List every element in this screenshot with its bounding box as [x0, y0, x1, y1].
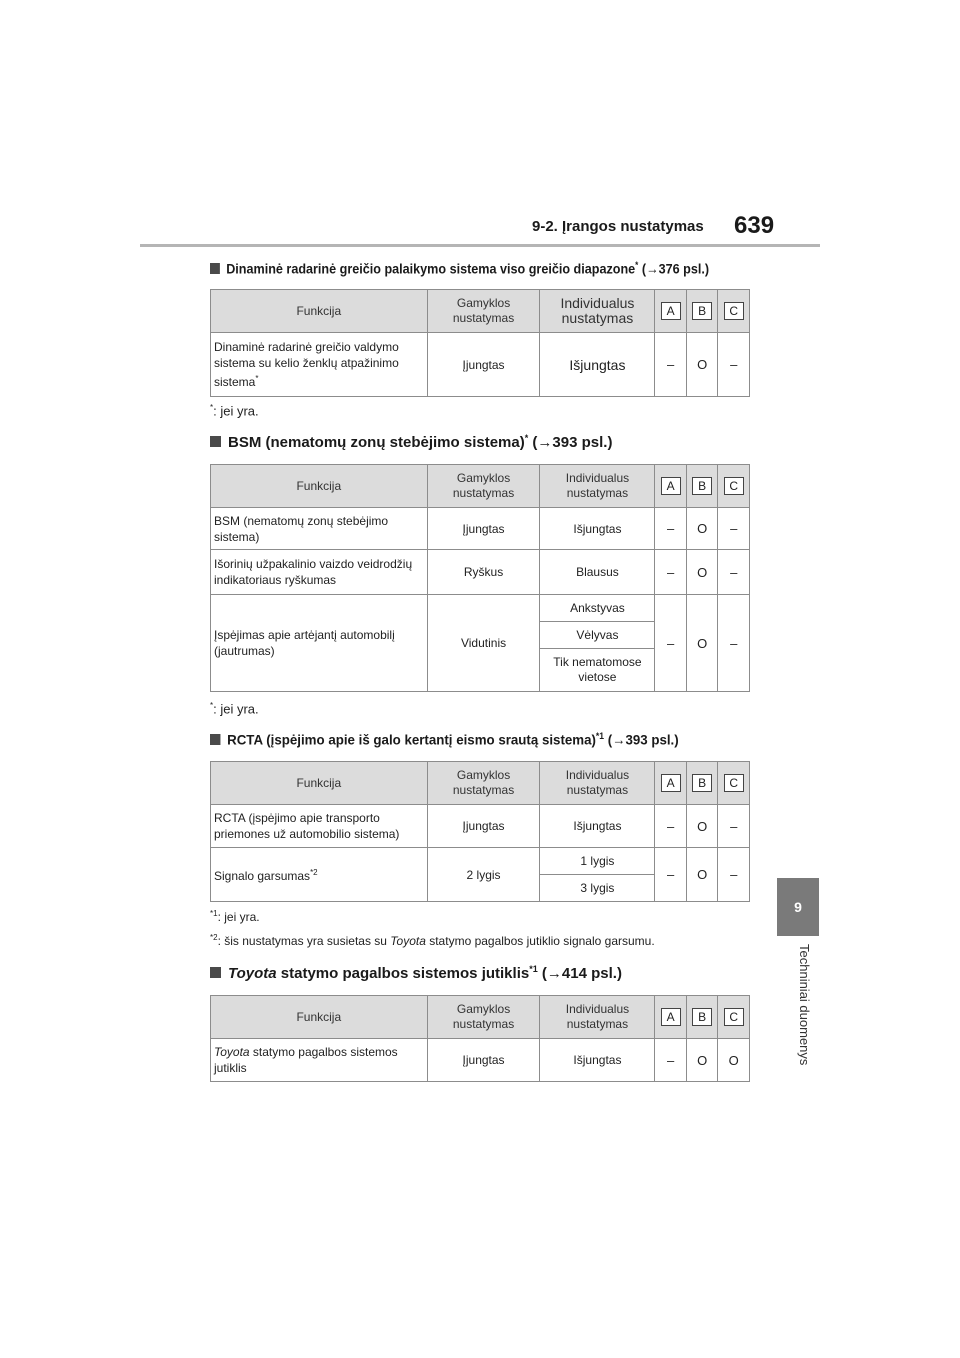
a-cell: –: [655, 595, 687, 692]
bullet-square-icon: [210, 436, 221, 447]
function-cell: Įspėjimas apie artėjantį automobilį (jautrumas): [211, 595, 428, 692]
col-a: A: [655, 290, 687, 333]
col-gamyklos: Gamyklos nustatymas: [427, 465, 540, 508]
custom-option: Vėlyvas: [540, 622, 655, 649]
settings-table-bsm: [210, 464, 750, 692]
b-cell: O: [686, 333, 718, 397]
table-header-row: [211, 996, 750, 1039]
function-cell: Dinaminė radarinė greičio valdymo sistema su kelio ženklų atpažinimo sistema*: [211, 333, 428, 397]
bullet-square-icon: [210, 967, 221, 978]
default-cell: Ryškus: [427, 550, 540, 595]
col-funkcija: Funkcija: [211, 465, 428, 508]
section-heading-rcta: RCTA (įspėjimo apie iš galo kertantį eismo srautą sistema)$^{*1}$ (→393 psl.): [210, 731, 679, 748]
section-title: 9-2. Įrangos nustatymas: [532, 218, 704, 235]
col-c: C: [718, 290, 750, 333]
a-cell: –: [655, 333, 687, 397]
custom-option: Ankstyvas: [540, 595, 655, 622]
table-header-row: [211, 762, 750, 805]
col-a: A: [655, 996, 687, 1039]
c-cell: –: [718, 550, 750, 595]
col-b: B: [686, 290, 718, 333]
table-row: [211, 805, 750, 848]
col-a: A: [655, 465, 687, 508]
b-cell: O: [686, 550, 718, 595]
section-heading-parking-sensor: Toyota statymo pagalbos sistemos jutiklis$^{*1}$ (→414 psl.): [210, 964, 622, 982]
col-funkcija: Funkcija: [211, 290, 428, 333]
table-row: [211, 595, 750, 622]
footnote: $^{*1}$: jei yra.: [210, 909, 260, 924]
col-gamyklos: Gamyklos nustatymas: [427, 996, 540, 1039]
default-cell: Įjungtas: [427, 805, 540, 848]
default-cell: Įjungtas: [427, 508, 540, 550]
header-divider: [140, 244, 820, 247]
table-header-row: [211, 290, 750, 333]
col-individualus: Individualus nustatymas: [540, 996, 655, 1039]
custom-cell: Blausus: [540, 550, 655, 595]
page-number: 639: [734, 212, 775, 239]
chapter-title: Techniniai duomenys: [797, 944, 812, 1066]
col-b: B: [686, 465, 718, 508]
function-cell: Išorinių užpakalinio vaizdo veidrodžių indikatoriaus ryškumas: [211, 550, 428, 595]
settings-table-drcc: [210, 289, 750, 397]
col-funkcija: Funkcija: [211, 996, 428, 1039]
custom-cell: Išjungtas: [540, 1039, 655, 1082]
table-row: [211, 333, 750, 397]
section-heading-bsm: BSM (nematomų zonų stebėjimo sistema)* (→393 psl.): [210, 433, 612, 451]
default-cell: Įjungtas: [427, 333, 540, 397]
a-cell: –: [655, 508, 687, 550]
col-c: C: [718, 465, 750, 508]
col-b: B: [686, 762, 718, 805]
settings-table-parking-sensor: [210, 995, 750, 1082]
col-individualus: Individualus nustatymas: [540, 465, 655, 508]
c-cell: O: [718, 1039, 750, 1082]
b-cell: O: [686, 508, 718, 550]
a-cell: –: [655, 550, 687, 595]
bullet-square-icon: [210, 263, 220, 274]
table-row: [211, 508, 750, 550]
settings-table-rcta: [210, 761, 750, 902]
b-cell: O: [686, 848, 718, 902]
custom-cell: Išjungtas: [540, 333, 655, 397]
col-a: A: [655, 762, 687, 805]
default-cell: 2 lygis: [427, 848, 540, 902]
col-c: C: [718, 996, 750, 1039]
section-heading-drcc: Dinaminė radarinė greičio palaikymo sistema viso greičio diapazone* (→376 psl.): [210, 260, 709, 277]
custom-option: 3 lygis: [540, 875, 655, 902]
col-c: C: [718, 762, 750, 805]
a-cell: –: [655, 1039, 687, 1082]
c-cell: –: [718, 333, 750, 397]
table-row: [211, 848, 750, 875]
custom-cell: Išjungtas: [540, 508, 655, 550]
custom-option: 1 lygis: [540, 848, 655, 875]
col-individualus: Individualus nustatymas: [540, 762, 655, 805]
function-cell: BSM (nematomų zonų stebėjimo sistema): [211, 508, 428, 550]
function-cell: Signalo garsumas$^{*2}$: [211, 848, 428, 902]
default-cell: Vidutinis: [427, 595, 540, 692]
function-cell: RCTA (įspėjimo apie transporto priemones už automobilio sistema): [211, 805, 428, 848]
footnote: $^{*2}$: šis nustatymas yra susietas su Toyota statymo pagalbos jutiklio signalo garsumu.: [210, 933, 655, 948]
chapter-tab: 9: [777, 878, 819, 936]
function-cell: Toyota statymo pagalbos sistemos jutiklis: [211, 1039, 428, 1082]
custom-cell: Išjungtas: [540, 805, 655, 848]
a-cell: –: [655, 848, 687, 902]
footnote: *: jei yra.: [210, 403, 259, 419]
bullet-square-icon: [210, 734, 220, 745]
col-funkcija: Funkcija: [211, 762, 428, 805]
col-b: B: [686, 996, 718, 1039]
custom-option: Tik nematomose vietose: [540, 649, 655, 692]
a-cell: –: [655, 805, 687, 848]
footnote: *: jei yra.: [210, 701, 259, 717]
col-gamyklos: Gamyklos nustatymas: [427, 290, 540, 333]
c-cell: –: [718, 595, 750, 692]
col-individualus: Individualus nustatymas: [540, 290, 655, 333]
default-cell: Įjungtas: [427, 1039, 540, 1082]
c-cell: –: [718, 805, 750, 848]
b-cell: O: [686, 595, 718, 692]
b-cell: O: [686, 805, 718, 848]
table-row: [211, 550, 750, 595]
c-cell: –: [718, 848, 750, 902]
table-header-row: [211, 465, 750, 508]
table-row: [211, 1039, 750, 1082]
b-cell: O: [686, 1039, 718, 1082]
c-cell: –: [718, 508, 750, 550]
col-gamyklos: Gamyklos nustatymas: [427, 762, 540, 805]
